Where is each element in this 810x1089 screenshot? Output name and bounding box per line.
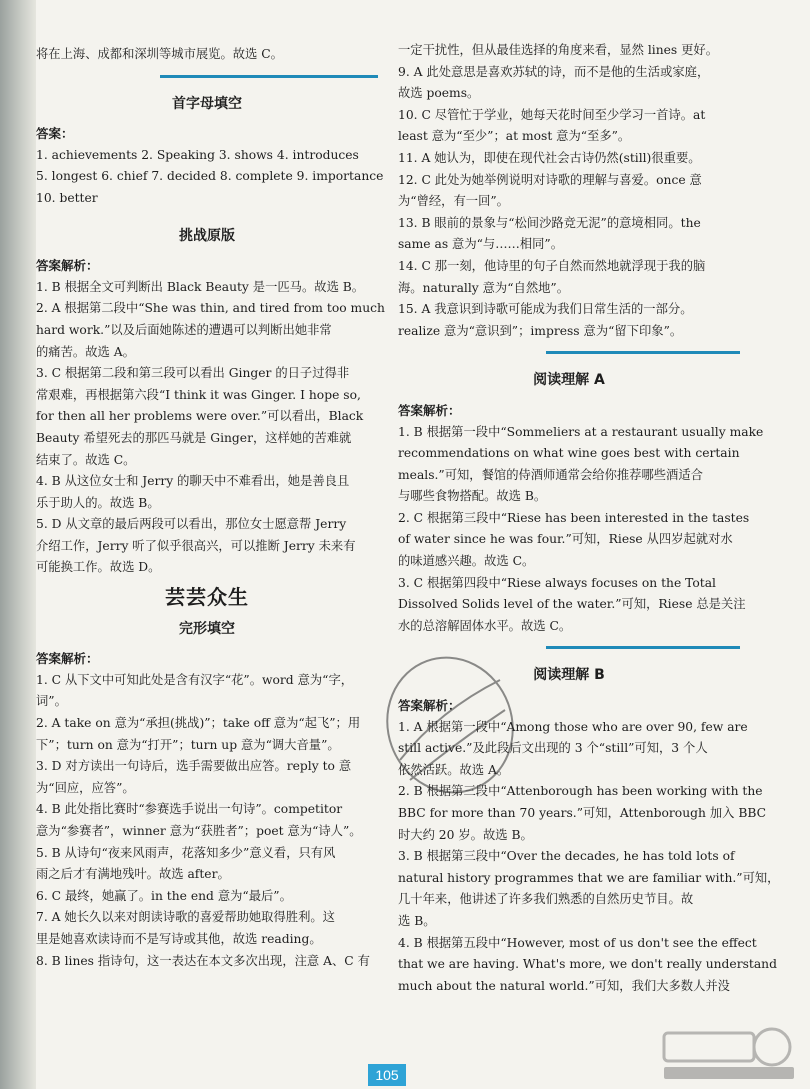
- answer-line: 4. B 从这位女士和 Jerry 的聊天中不难看出，她是善良且: [36, 474, 350, 489]
- answer-line: recommendations on what wine goes best with certain: [398, 446, 740, 461]
- answer-line: 11. A 她认为，即使在现代社会古诗仍然(still)很重要。: [398, 150, 701, 165]
- answer-line: natural history programmes that we are familiar with.”可知，: [398, 870, 780, 885]
- answer-line: 9. A 此处意思是喜欢苏轼的诗，而不是他的生活或家庭，: [398, 64, 710, 79]
- section-title: 阅读理解 A: [533, 372, 605, 389]
- answer-list: [398, 422, 764, 638]
- section-title: 挑战原版: [179, 227, 235, 244]
- answer-line: 选 B。: [398, 913, 436, 928]
- answer-line: 里是她喜欢读诗而不是写诗或其他，故选 reading。: [36, 931, 322, 946]
- answer-line: 12. C 此处为她举例说明对诗歌的理解与喜爱。once 意: [398, 172, 702, 187]
- answer-line: 依然活跃。故选 A。: [398, 762, 510, 777]
- answer-line: 5. D 从文章的最后两段可以看出，那位女士愿意帮 Jerry: [36, 517, 347, 532]
- answer-line: 5. B 从诗句“夜来风雨声，花落知多少”意义看，只有风: [36, 845, 336, 860]
- answer-line: BBC for more than 70 years.”可知，Attenborough 加入 BBC: [398, 806, 767, 820]
- answer-label: 答案解析：: [398, 402, 461, 418]
- answer-list: [398, 40, 740, 342]
- answer-line: 7. A 她长久以来对朗读诗歌的喜爱帮助她取得胜利。这: [36, 910, 335, 925]
- answer-line: least 意为“至少”；at most 意为“至多”。: [398, 129, 631, 144]
- section-title: 完形填空: [179, 620, 235, 637]
- answer-line: 结束了。故选 C。: [36, 452, 136, 467]
- answer-line: of water since he was four.”可知，Riese 从四岁起就对水: [398, 532, 733, 547]
- answer-line: 10. C 尽管忙于学业，她每天花时间至少学习一首诗。at: [398, 107, 706, 122]
- answer-label: 答案解析：: [398, 698, 461, 714]
- answer-line: 几十年来，他讲述了许多我们熟悉的自然历史节目。故: [398, 892, 694, 907]
- page-number: 105: [368, 1064, 406, 1086]
- section-title: 阅读理解 B: [533, 667, 605, 684]
- answer-line: 13. B 眼前的景象与“松间沙路竞无泥”的意境相同。the: [398, 215, 701, 230]
- answer-line: 6. C 最终，她赢了。in the end 意为“最后”。: [36, 888, 292, 903]
- answer-line: 1. achievements 2. Speaking 3. shows 4. introduces: [36, 147, 359, 162]
- answer-line: 15. A 我意识到诗歌可能成为我们日常生活的一部分。: [398, 302, 693, 317]
- answer-line: 2. C 根据第三段中“Riese has been interested in the tastes: [398, 510, 750, 525]
- answer-line: 水的总溶解固体水平。故选 C。: [398, 618, 572, 633]
- answer-list: [398, 717, 780, 998]
- answer-line: realize 意为“意识到”；impress 意为“留下印象”。: [398, 323, 683, 338]
- answer-line: Beauty 希望死去的那匹马就是 Ginger，这样她的苦难就: [36, 430, 352, 445]
- divider: [546, 646, 740, 649]
- answer-line: that we are having. What's more, we don't really understand: [398, 957, 777, 972]
- answer-line: 为“回应，应答”。: [36, 780, 135, 795]
- unit-title: 芸芸众生: [165, 585, 249, 610]
- answer-line: 为“曾经，有一回”。: [398, 194, 509, 209]
- answer-line: 常艰难，再根据第六段“I think it was Ginger. I hope so,: [36, 387, 361, 402]
- answer-line: Dissolved Solids level of the water.”可知，Riese 总是关注: [398, 597, 746, 612]
- watermark-logo: [654, 1025, 804, 1085]
- answer-line: much about the natural world.”可知，我们大多数人并没: [398, 978, 730, 993]
- answer-label: 答案解析：: [36, 651, 99, 667]
- answer-line: 海。naturally 意为“自然地”。: [398, 280, 569, 295]
- answer-line: 14. C 那一刻，他诗里的句子自然而然地就浮现于我的脑: [398, 258, 706, 273]
- answer-line: 下”；turn on 意为“打开”；turn up 意为“调大音量”。: [36, 737, 340, 752]
- answer-line: 乐于助人的。故选 B。: [36, 495, 160, 510]
- answer-line: 2. B 根据第三段中“Attenborough has been working with the: [398, 784, 763, 799]
- binding-edge: [0, 0, 36, 1089]
- answer-line: 1. B 根据全文可判断出 Black Beauty 是一匹马。故选 B。: [36, 279, 365, 294]
- answer-line: 5. longest 6. chief 7. decided 8. complete 9. importance: [36, 169, 384, 184]
- answer-line: 4. B 根据第五段中“However, most of us don't see the effect: [398, 935, 757, 950]
- answer-line: 时大约 20 岁。故选 B。: [398, 827, 533, 842]
- answer-line: 10. better: [36, 190, 98, 205]
- answer-label: 答案解析：: [36, 258, 99, 274]
- answer-line: 词”。: [36, 694, 67, 709]
- right-column: [398, 0, 780, 997]
- answer-line: 3. B 根据第三段中“Over the decades, he has told lots of: [398, 849, 735, 864]
- answer-line: 2. A 根据第二段中“She was thin, and tired from too much: [36, 301, 385, 316]
- answer-line: meals.”可知，餐馆的侍酒师通常会给你推荐哪些酒适合: [398, 467, 703, 482]
- answer-line: 1. A 根据第一段中“Among those who are over 90, few are: [398, 719, 748, 734]
- answer-line: 1. C 从下文中可知此处是含有汉字“花”。word 意为“字，: [36, 672, 354, 687]
- answer-line: 的痛苦。故选 A。: [36, 344, 135, 359]
- left-column: [36, 0, 385, 972]
- answer-list: [36, 670, 378, 972]
- answer-line: 介绍工作，Jerry 听了似乎很高兴，可以推断 Jerry 未来有: [36, 538, 356, 553]
- answer-line: 故选 poems。: [398, 86, 480, 101]
- answer-line: 1. B 根据第一段中“Sommeliers at a restaurant usually make: [398, 424, 764, 439]
- answer-line: still active.”及此段后文出现的 3 个“still”可知，3 个人: [398, 741, 708, 756]
- answer-line: 2. A take on 意为“承担(挑战)”；take off 意为“起飞”；用: [36, 716, 361, 731]
- answer-line: same as 意为“与……相同”。: [398, 237, 563, 252]
- answer-list: [36, 277, 385, 579]
- answer-line: 3. D 对方读出一句诗后，选手需要做出应答。reply to 意: [36, 759, 352, 774]
- divider: [160, 75, 378, 78]
- answer-label: 答案：: [36, 126, 74, 142]
- divider: [546, 351, 740, 354]
- answer-line: 3. C 根据第四段中“Riese always focuses on the Total: [398, 575, 716, 590]
- answer-line: for then all her problems were over.”可以看出，Black: [36, 409, 364, 424]
- answer-line: 4. B 此处指比赛时“参赛选手说出一句诗”。competitor: [36, 802, 343, 817]
- answer-line: 可能换工作。故选 D。: [36, 560, 161, 575]
- continued-text: 将在上海、成都和深圳等城市展览。故选 C。: [36, 47, 283, 61]
- answer-line: 8. B lines 指诗句，这一表达在本文多次出现，注意 A、C 有: [36, 953, 370, 968]
- answer-line: 意为“参赛者”，winner 意为“获胜者”；poet 意为“诗人”。: [36, 824, 362, 838]
- answer-line: hard work.”以及后面她陈述的遭遇可以判断出她非常: [36, 322, 332, 337]
- answer-line: 3. C 根据第二段和第三段可以看出 Ginger 的日子过得非: [36, 366, 350, 381]
- answer-line: 一定干扰性，但从最佳选择的角度来看，显然 lines 更好。: [398, 43, 719, 57]
- answer-line: 雨之后才有满地残叶。故选 after。: [36, 867, 230, 882]
- answer-list: [36, 145, 384, 210]
- answer-line: 的味道感兴趣。故选 C。: [398, 554, 535, 569]
- section-title: 首字母填空: [172, 95, 242, 112]
- answer-line: 与哪些食物搭配。故选 B。: [398, 489, 547, 504]
